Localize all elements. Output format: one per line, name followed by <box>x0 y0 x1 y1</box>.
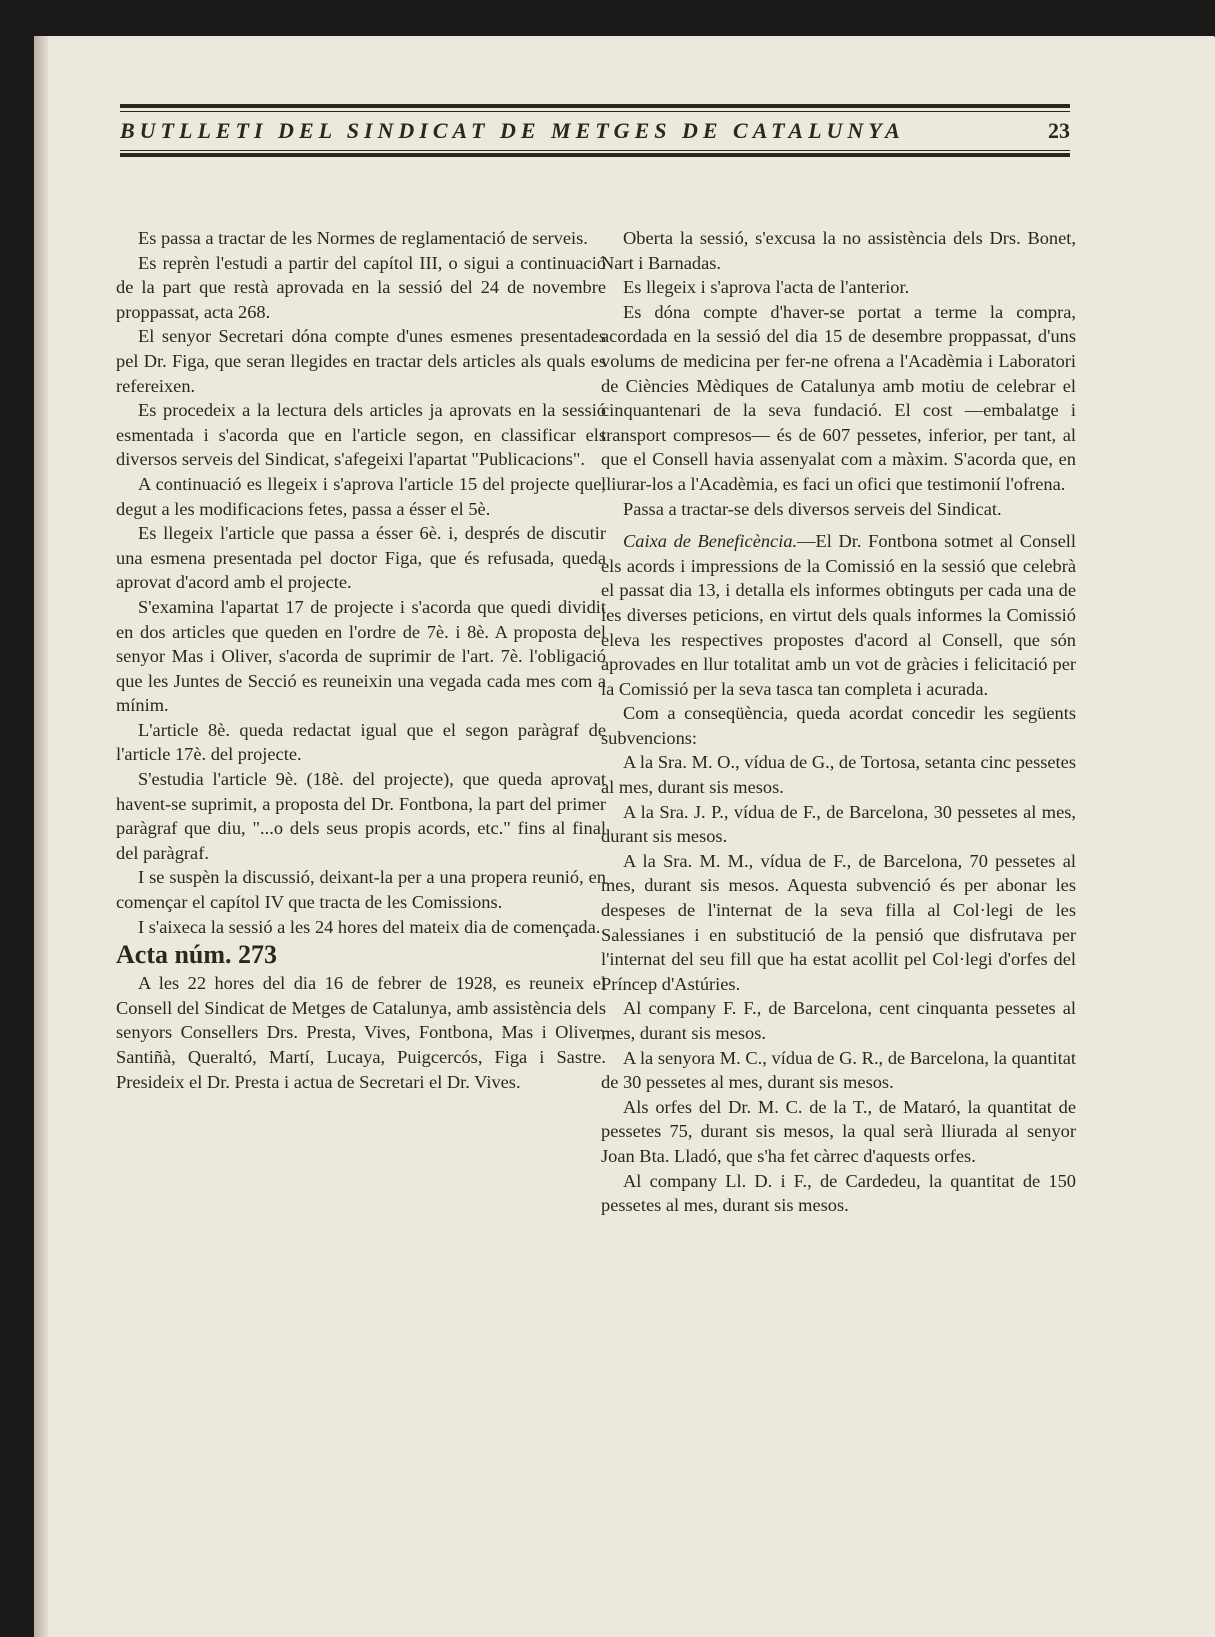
right-column <box>601 226 1076 1218</box>
section-heading: Acta núm. 273 <box>116 940 278 970</box>
paragraph: Passa a tractar-se dels diversos serveis del Sindicat. <box>623 498 1002 519</box>
paragraph: Oberta la sessió, s'excusa la no assistència dels Drs. Bonet, Nart i Barnadas. <box>601 228 1076 273</box>
paragraph: A continuació es llegeix i s'aprova l'article 15 del projecte que, degut a les modificacions fetes, passa a ésser el 5è. <box>116 473 606 519</box>
paragraph: L'article 8è. queda redactat igual que el segon paràgraf de l'article 17è. del projecte. <box>116 719 606 765</box>
paragraph: El senyor Secretari dóna compte d'unes esmenes presentades pel Dr. Figa, que seran llegides en tractar dels articles als quals es refereixen. <box>116 326 606 396</box>
subsection-title: Caixa de Beneficència. <box>623 531 798 552</box>
paragraph: S'examina l'apartat 17 de projecte i s'acorda que quedi dividit en dos articles que queden en l'ordre de 7è. i 8è. A proposta del senyor Mas i Oliver, s'acorda de suprimir de l'art. 7è. l'obligació que les Juntes de Secció es reuneixin una vegada cada mes com a mínim. <box>116 596 606 716</box>
running-header <box>120 104 1070 157</box>
book-spine-shadow <box>34 36 48 1637</box>
header-rule-bottom <box>120 153 1070 157</box>
paragraph: Es passa a tractar de les Normes de reglamentació de serveis. <box>138 228 588 248</box>
paragraph: A les 22 hores del dia 16 de febrer de 1928, es reuneix el Consell del Sindicat de Metges de Catalunya, amb assistència dels senyors Consellers Drs. Presta, Vives, Fontbona, Mas i Oliver, Santiñà, Queraltó, Martí, Lucaya, Puigcercós, Figa i Sastre. Presideix el Dr. Presta i actua de Secretari el Dr. Vives. <box>116 973 606 1092</box>
header-rule-top <box>120 104 1070 108</box>
paragraph: Al company F. F., de Barcelona, cent cinquanta pessetes al mes, durant sis mesos. <box>601 998 1076 1043</box>
paragraph: Es llegeix i s'aprova l'acta de l'anterior. <box>623 277 910 298</box>
paragraph: Es llegeix l'article que passa a ésser 6è. i, després de discutir una esmena presentada pel doctor Figa, que és refusada, queda aprovat d'acord amb el projecte. <box>116 523 606 593</box>
paragraph <box>601 529 1076 701</box>
paragraph: Als orfes del Dr. M. C. de la T., de Mataró, la quantitat de pessetes 75, durant sis mesos, la qual serà lliurada al senyor Joan Bta. Lladó, que s'ha fet càrrec d'aquests orfes. <box>601 1096 1076 1166</box>
journal-title: BUTLLETI DEL SINDICAT DE METGES DE CATALUNYA <box>120 118 905 143</box>
header-rule-bottom-thin <box>120 150 1070 151</box>
page-number: 23 <box>1048 118 1070 143</box>
left-column <box>116 226 606 1094</box>
paragraph: Al company Ll. D. i F., de Cardedeu, la quantitat de 150 pessetes al mes, durant sis mesos. <box>601 1170 1076 1216</box>
paragraph: Es procedeix a la lectura dels articles ja aprovats en la sessió esmentada i s'acorda que en l'article segon, en classificar els diversos serveis del Sindicat, s'afegeixi l'apartat "Publicacions". <box>116 400 606 470</box>
header-row <box>120 112 1070 147</box>
paragraph: A la Sra. M. M., vídua de F., de Barcelona, 70 pessetes al mes, durant sis mesos. Aquesta subvenció és per abonar les despeses de l'internat de la seva filla al Col·legi de les Salessianes i en substitució de la pensió que disfrutava per l'internat del seu fill que ha estat acollit pel Col·legi d'orfes del Príncep d'Astúries. <box>601 850 1076 994</box>
paragraph: Es reprèn l'estudi a partir del capítol III, o sigui a continuació de la part que restà aprovada en la sessió del 24 de novembre proppassat, acta 268. <box>116 252 606 322</box>
paragraph: Es dóna compte d'haver-se portat a terme la compra, acordada en la sessió del dia 15 de desembre proppassat, d'uns volums de medicina per fer-ne ofrena a l'Acadèmia i Laboratori de Ciències Mèdiques de Catalunya amb motiu de celebrar el cinquantenari de la seva fundació. El cost —embalatge i transport compresos— és de 607 pessetes, inferior, per tant, al que el Consell havia assenyalat com a màxim. S'acorda que, en lliurar-los a l'Acadèmia, es faci un ofici que testimonií l'ofrena. <box>601 301 1076 494</box>
page <box>34 36 1215 1637</box>
paragraph: Com a conseqüència, queda acordat concedir les següents subvencions: <box>601 703 1076 748</box>
paragraph: A la Sra. M. O., vídua de G., de Tortosa, setanta cinc pessetes al mes, durant sis mesos. <box>601 752 1076 798</box>
paragraph: S'estudia l'article 9è. (18è. del projecte), que queda aprovat havent-se suprimit, a proposta del Dr. Fontbona, la part del primer paràgraf que diu, "...o dels seus propis acords, etc." fins al final del paràgraf. <box>116 769 606 863</box>
paragraph: A la Sra. J. P., vídua de F., de Barcelona, 30 pessetes al mes, durant sis mesos. <box>601 801 1076 847</box>
paragraph: A la senyora M. C., vídua de G. R., de Barcelona, la quantitat de 30 pessetes al mes, durant sis mesos. <box>601 1047 1076 1093</box>
paragraph: I s'aixeca la sessió a les 24 hores del mateix dia de començada. <box>138 916 601 937</box>
paragraph-body: —El Dr. Fontbona sotmet al Consell els acords i impressions de la Comissió en la sessió que celebrà el passat dia 13, i detalla els informes obtinguts per cada una de les diverses peticions, en virtut dels quals informes la Comissió eleva les respectives propostes d'acord al Consell, que són aprovades en llur totalitat amb un vot de gràcies i felicitació per la Comissió per la seva tasca tan completa i acurada. <box>601 531 1076 699</box>
paragraph: I se suspèn la discussió, deixant-la per a una propera reunió, en començar el capítol IV que tracta de les Comissions. <box>116 867 606 913</box>
